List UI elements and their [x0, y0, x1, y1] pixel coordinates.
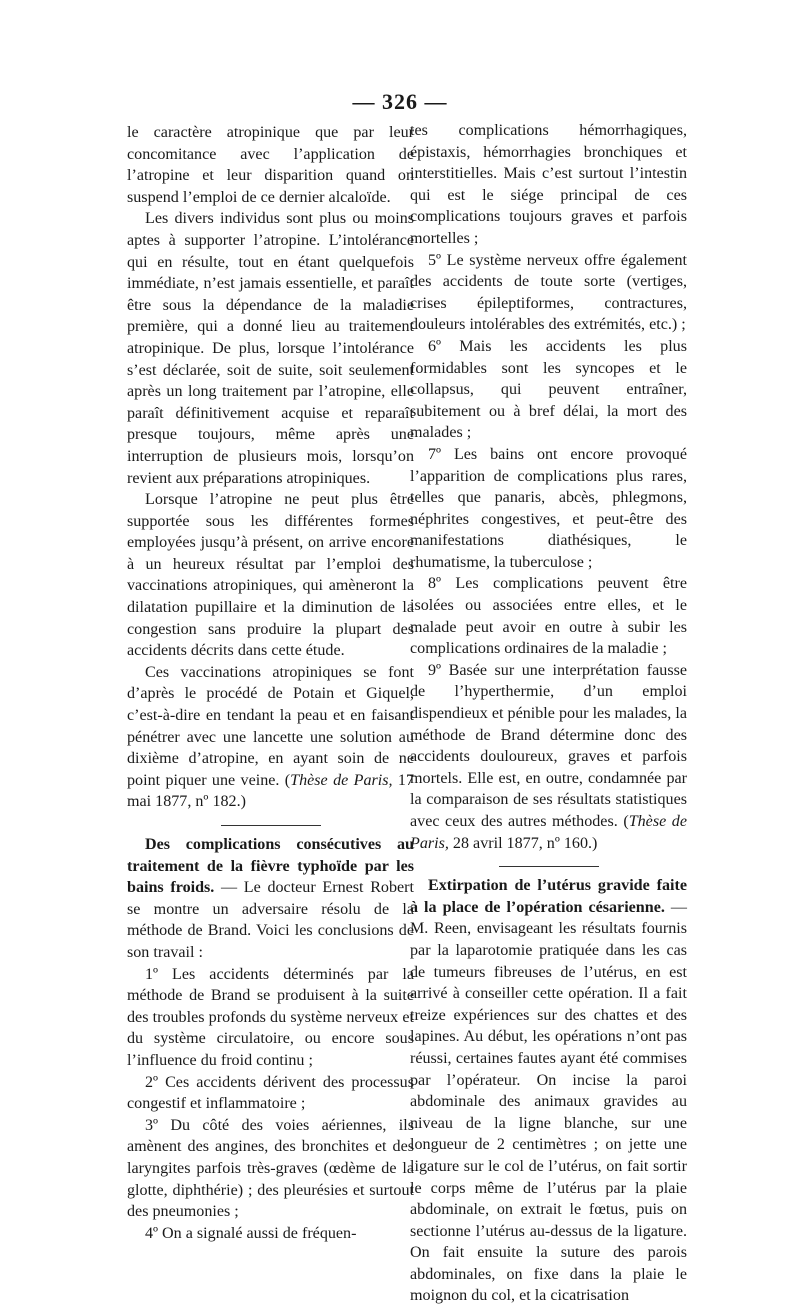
section-title: Extirpation de l’utérus gravide faite à la place de l’opération césarienne. — [410, 877, 687, 916]
paragraph: le caractère atropinique que par leur concomitance avec l’application de l’atropine et leur disparition quand on suspend l’emploi de ce dernier alcaloïde. — [127, 124, 414, 206]
citation-date: 17 mai 1877, nº 182.) — [127, 771, 414, 811]
list-item: 8º Les complications peuvent être isolées ou associées entre elles, et le malade peut avoir en outre à subir les complications ordinaires de la maladie ; — [410, 575, 687, 658]
list-item: 7º Les bains ont encore provoqué l’apparition de complications plus rares, telles que panaris, abcès, phlegmons, néphrites congestives, et peut-être des manifestations diathésiques, le rhumatisme, la tuberculose ; — [410, 445, 687, 571]
list-item: 4º On a signalé aussi de fréquen- — [145, 1224, 357, 1242]
list-item-continuation: tes complications hémorrhagiques, épistaxis, hémorrhagies bronchiques et interstitielles. Mais c’est surtout l’intestin qui est le siége principal de ces complications toujours graves et parfois mortelles ; — [410, 122, 687, 247]
section-paragraph — [410, 875, 687, 1307]
citation-date: 28 avril 1877, nº 160.) — [448, 834, 598, 852]
paragraph: Lorsque l’atropine ne peut plus être supportée sous les différentes formes employées jusqu’à présent, on arrive encore à un heureux résultat par l’emploi des vaccinations atropiniques, qui amèneront la dilatation pupillaire et la diminution de la congestion sans produire la plupart des accidents décrits dans cette étude. — [127, 491, 414, 660]
right-column — [410, 120, 687, 1307]
section-body: — Le docteur Ernest Robert se montre un adversaire résolu de la méthode de Brand. Voici les conclusions de son travail : — [127, 879, 414, 961]
section-divider — [499, 866, 599, 867]
section-divider — [221, 825, 321, 826]
paragraph — [127, 662, 414, 813]
list-item: 2º Ces accidents dérivent des processus congestif et inflammatoire ; — [127, 1073, 414, 1113]
list-item: 6º Mais les accidents les plus formidables sont les syncopes et le collapsus, qui peuvent entraîner, subitement ou à bref délai, la mort des malades ; — [410, 337, 687, 442]
list-item — [410, 660, 687, 854]
list-item: 1º Les accidents déterminés par la méthode de Brand se produisent à la suite des troubles profonds du système nerveux et du système circulatoire, ou encore sous l’influence du froid continu ; — [127, 965, 414, 1069]
section-title: Des complications consécutives au traitement de la fièvre typhoïde par les bains froids. — [127, 836, 414, 897]
paragraph: Les divers individus sont plus ou moins aptes à supporter l’atropine. L’intolérance qui en résulte, tout en étant quelquefois immédiate, n’est jamais essentielle, et paraît être sous la dépendance de la maladie première, qui a donné lieu au traitement atropinique. De plus, lorsque l’intolérance s’est déclarée, soit de suite, soit seulement après un long traitement par l’atropine, elle paraît définitivement acquise et reparaît presque toujours, même après une interruption de plusieurs mois, lorsqu’on revient aux préparations atropiniques. — [127, 210, 414, 487]
citation-ref: Thèse de Paris, — [410, 813, 687, 852]
paragraph-text: Ces vaccinations atropiniques se font d’après le procédé de Potain et Giquel, c’est-à-dire en tendant la peau et en faisant pénétrer avec une lancette une solution au dixième d’atropine, en ayant soin de ne point piquer une veine. ( — [127, 663, 414, 789]
list-item: 3º Du côté des voies aériennes, ils amènent des angines, des bronchites et des laryngites parfois très-graves (œdème de la glotte, diphthérie) ; des pleurésies et surtout des pneumonies ; — [127, 1116, 414, 1221]
left-column — [127, 122, 414, 1244]
page-number: — 326 — — [352, 89, 448, 114]
section-paragraph — [127, 834, 414, 964]
list-item: 5º Le système nerveux offre également des accidents de toute sorte (vertiges, crises épileptiformes, contractures, douleurs intolérables des extrémités, etc.) ; — [410, 251, 687, 334]
list-item-text: 9º Basée sur une interprétation fausse de l’hyperthermie, d’un emploi dispendieux et pénible pour les malades, la méthode de Brand détermine donc des accidents douloureux, graves et parfois mortels. Elle est, en outre, condamnée par la comparaison de ses résultats statistiques avec ceux des autres méthodes. ( — [410, 661, 687, 830]
citation-ref: Thèse de Paris, — [290, 771, 393, 789]
section-body: — M. Reen, envisageant les résultats fournis par la laparotomie pratiquée dans les cas de tumeurs fibreuses de l’utérus, en est arrivé à conseiller cette opération. Il a fait treize expériences sur des chattes et des lapines. Au début, les opérations n’ont pas réussi, certaines fautes ayant été commises par l’opérateur. On incise la paroi abdominale des animaux gravides au niveau de la ligne blanche, sur une longueur de 2 centimètres ; on jette une ligature sur le col de l’utérus, on fait sortir le corps même de l’utérus par la plaie abdominale, on extrait le fœtus, puis on sectionne l’utérus au-dessus de la ligature. On fait ensuite la suture des parois abdominales, on fixe dans la plaie le moignon du col, et la cicatrisation — [410, 898, 687, 1305]
